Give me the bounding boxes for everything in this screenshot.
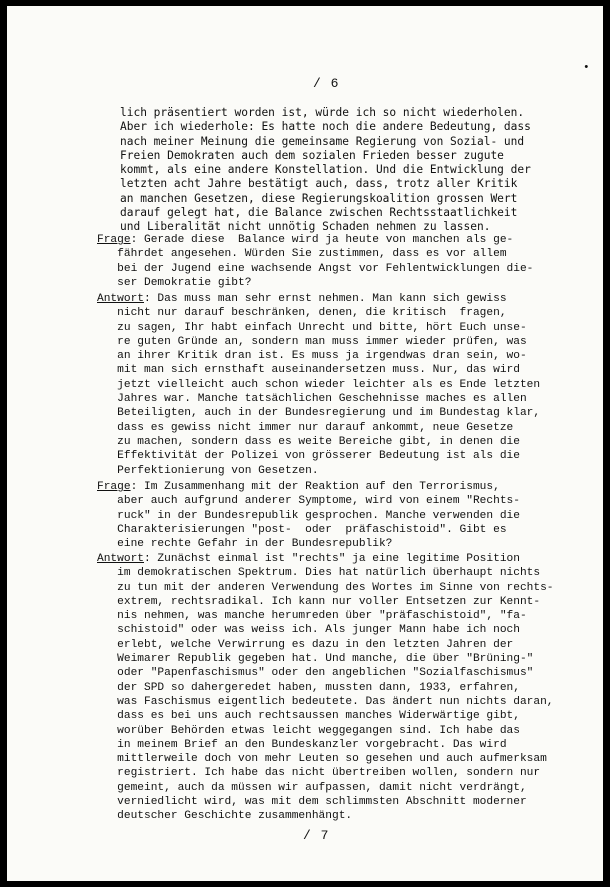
- answer-label: Antwort: [97, 553, 144, 565]
- answer-1: Antwort: Das muss man sehr ernst nehmen. Man kann sich gewiss nicht nur darauf beschränken, denen, die kritisch fragen, zu sagen, Ihr habt einfach Unrecht und bitte, hört Euch unse- re guten Gründe an, sondern man muss immer wieder prüfen, was an ihrer Kritik dran ist. Es muss ja irgendwas dran sein, wo- mit man sich ernsthaft auseinandersetzen muss. Nur, das wird jetzt vielleicht auch schon wieder leichter als es Ende letzten Jahres war. Manche tatsächlichen Geschehnisse maches es allen Beteiligten, auch in der Bundesregierung und im Bundestag klar, dass es gewiss nicht immer nur darauf ankommt, neue Gesetze zu machen, sondern dass es weite Bereiche gibt, in denen die Effektivität der Polizei von grösserer Bedeutung ist als die Perfektionierung von Gesetzen.: [97, 293, 541, 477]
- intro-paragraph: lich präsentiert worden ist, würde ich so nicht wiederholen. Aber ich wiederhole: Es hatte noch die andere Bedeutung, dass nach meiner Meinung die gemeinsame Regierung von Sozial- und Freien Demokraten auch dem sozialen Frieden besser zugute kommt, als eine andere Konstellation. Und die Entwicklung der letzten acht Jahre bestätigt auch, dass, trotz aller Kritik an manchen Gesetzen, diese Regierungskoalition grossen Wert darauf gelegt hat, die Balance zwischen Rechtsstaatlichkeit und Liberalität nicht unnötig Schaden nehmen zu lassen.: [120, 106, 531, 234]
- answer-2: Antwort: Zunächst einmal ist "rechts" ja eine legitime Position im demokratischen Spektrum. Dies hat natürlich überhaupt nichts zu tun mit der anderen Verwendung des Wortes im Sinne von rechts- extrem, rechtsradikal. Ich kann nur voller Entsetzen zur Kennt- nis nehmen, was manche herumreden über "präfaschistoid", "fa- schistoid" oder was weiss ich. Als junger Mann habe ich noch erlebt, welche Verwirrung es dazu in den letzten Jahren der Weimarer Republik gegeben hat. Und manche, die über "Brüning-" oder "Papenfaschismus" oder den angeblichen "Sozialfaschismus" der SPD so dahergeredet haben, mussten dann, 1933, erfahren, was Faschismus eigentlich bedeutete. Das ändert nun nichts daran, dass es bei uns auch rechtsaussen manches Widerwärtige gibt, worüber Behörden etwas leicht weggegangen sind. Ich habe das in meinem Brief an den Bundeskanzler vorgebracht. Das wird mittlerweile doch von mehr Leuten so gesehen und auch aufmerksam registriert. Ich habe das nicht übertreiben wollen, sondern nur gemeint, auch da müssen wir aufpassen, damit nicht verdrängt, verniedlicht wird, was mit dem schlimmsten Abschnitt moderner deutscher Geschichte zusammenhängt.: [97, 553, 554, 823]
- page-number: / 6: [313, 76, 340, 91]
- question-1: Frage: Gerade diese Balance wird ja heute von manchen als ge- fährdet angesehen. Würden Sie zustimmen, dass es vor allem bei der Jugend eine wachsende Angst vor Fehlentwicklungen die- ser Demokratie gibt?: [97, 234, 534, 289]
- document-page: [7, 6, 603, 881]
- answer-label: Antwort: [97, 293, 144, 305]
- question-2: Frage: Im Zusammenhang mit der Reaktion auf den Terrorismus, aber auch aufgrund anderer Symptome, wird von einem "Rechts- ruck" in der Bundesrepublik gesprochen. Manche verwenden die Charakterisierungen "post- oder präfaschistoid". Gibt es eine rechte Gefahr in der Bundesrepublik?: [97, 481, 520, 551]
- question-label: Frage: [97, 481, 131, 493]
- next-page-marker: / 7: [303, 828, 330, 843]
- corner-mark: •: [583, 62, 590, 74]
- question-label: Frage: [97, 234, 131, 246]
